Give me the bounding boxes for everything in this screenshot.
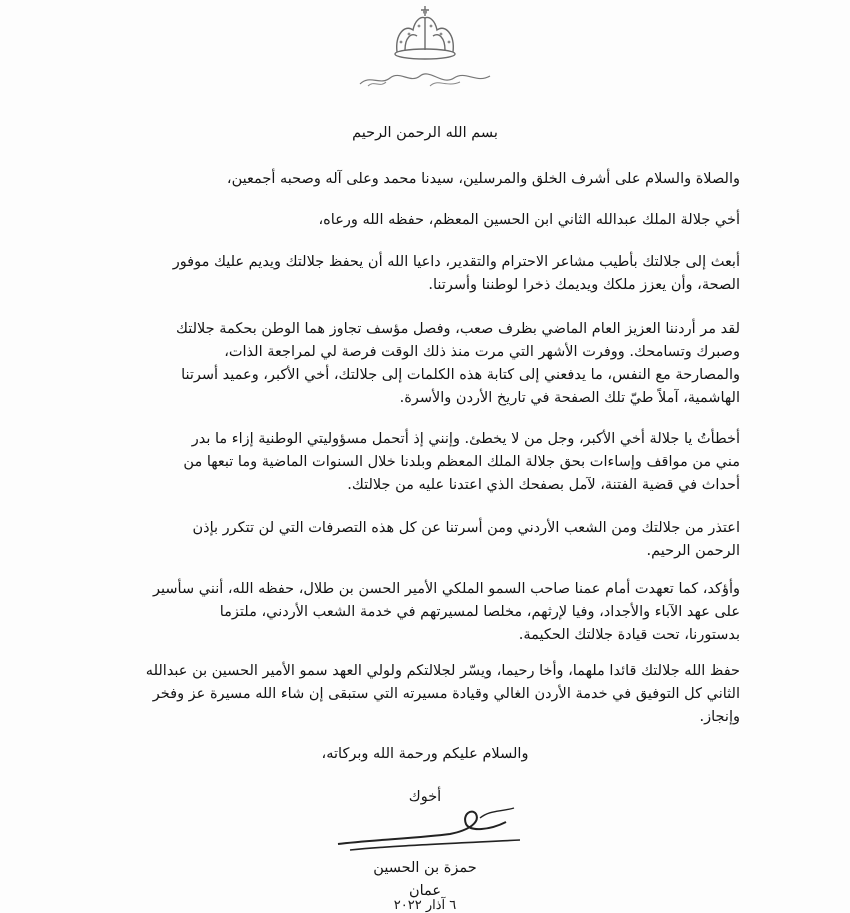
text-line: وإنجاز. xyxy=(699,709,740,725)
signer-name: حمزة بن الحسين xyxy=(373,860,477,876)
salutation-prayer: والصلاة والسلام على أشرف الخلق والمرسلين، سيدنا محمد وعلى آله وصحبه أجمعين، xyxy=(226,171,740,187)
basmala: بسم الله الرحمن الرحيم xyxy=(352,125,498,141)
text-line: الرحمن الرحيم. xyxy=(646,543,740,559)
text-line: اعتذر من جلالتك ومن الشعب الأردني ومن أسرتنا عن كل هذه التصرفات التي لن تتكرر بإذن xyxy=(192,520,740,536)
text-line: أبعث إلى جلالتك بأطيب مشاعر الاحترام والتقدير، داعيا الله أن يحفظ جلالتك ويديم عليك موفور xyxy=(172,254,740,270)
signoff: أخوك xyxy=(408,789,442,805)
text-line: أحداث في قضية الفتنة، لآمل بصفحك الذي اعتدنا عليه من جلالتك. xyxy=(347,477,740,493)
text-line: وصبرك وتسامحك. ووفرت الأشهر التي مرت منذ ذلك الوقت فرصة لي لمراجعة الذات، xyxy=(224,344,740,360)
text-line: أخطأتُ يا جلالة أخي الأكبر، وجل من لا يخطئ. وإنني إذ أتحمل مسؤوليتي الوطنية إزاء ما بدر xyxy=(191,431,740,447)
text-line: والمصارحة مع النفس، ما يدفعني إلى كتابة هذه الكلمات إلى جلالتك، أخي الأكبر، وعميد أسرتنا xyxy=(181,367,740,383)
crown-emblem-icon xyxy=(385,4,465,62)
text-line: على عهد الآباء والأجداد، وفيا لإرثهم، مخلصا لمسيرتهم في خدمة الشعب الأردني، ملتزما xyxy=(219,604,740,620)
text-line: الهاشمية، آملاً طيّ تلك الصفحة في تاريخ الأردن والأسرة. xyxy=(399,390,740,406)
text-line: وأؤكد، كما تعهدت أمام عمنا صاحب السمو الملكي الأمير الحسن بن طلال، حفظه الله، أنني سأسير xyxy=(153,581,740,597)
handwritten-signature xyxy=(330,800,530,860)
text-line: الثاني كل التوفيق في خدمة الأردن الغالي وقيادة مسيرته التي ستبقى إن شاء الله مسيرة عز وفخر xyxy=(152,686,740,702)
address-line: أخي جلالة الملك عبدالله الثاني ابن الحسين المعظم، حفظه الله ورعاه، xyxy=(318,212,740,228)
place: عمان xyxy=(408,883,442,899)
text-line: حفظ الله جلالتك قائدا ملهما، وأخا رحيما، ويسّر لجلالتكم ولولي العهد سمو الأمير الحسين بن عبدالله xyxy=(145,663,740,679)
text-line: مني من مواقف وإساءات بحق جلالة الملك المعظم وبلدنا خلال السنوات الماضية وما تبعها من xyxy=(183,454,740,470)
text-line: الصحة، وأن يعزز ملكك ويديمك ذخرا لوطننا وأسرتنا. xyxy=(428,277,740,293)
date: ٦ آذار ٢٠٢٢ xyxy=(393,898,457,913)
text-line: لقد مر أردننا العزيز العام الماضي بظرف صعب، وفصل مؤسف تجاوز هما الوطن بحكمة جلالتك xyxy=(176,321,740,337)
text-line: بدستورنا، تحت قيادة جلالتك الحكيمة. xyxy=(518,627,740,643)
letterhead-script-name xyxy=(350,66,500,92)
closing-line: والسلام عليكم ورحمة الله وبركاته، xyxy=(321,746,529,762)
